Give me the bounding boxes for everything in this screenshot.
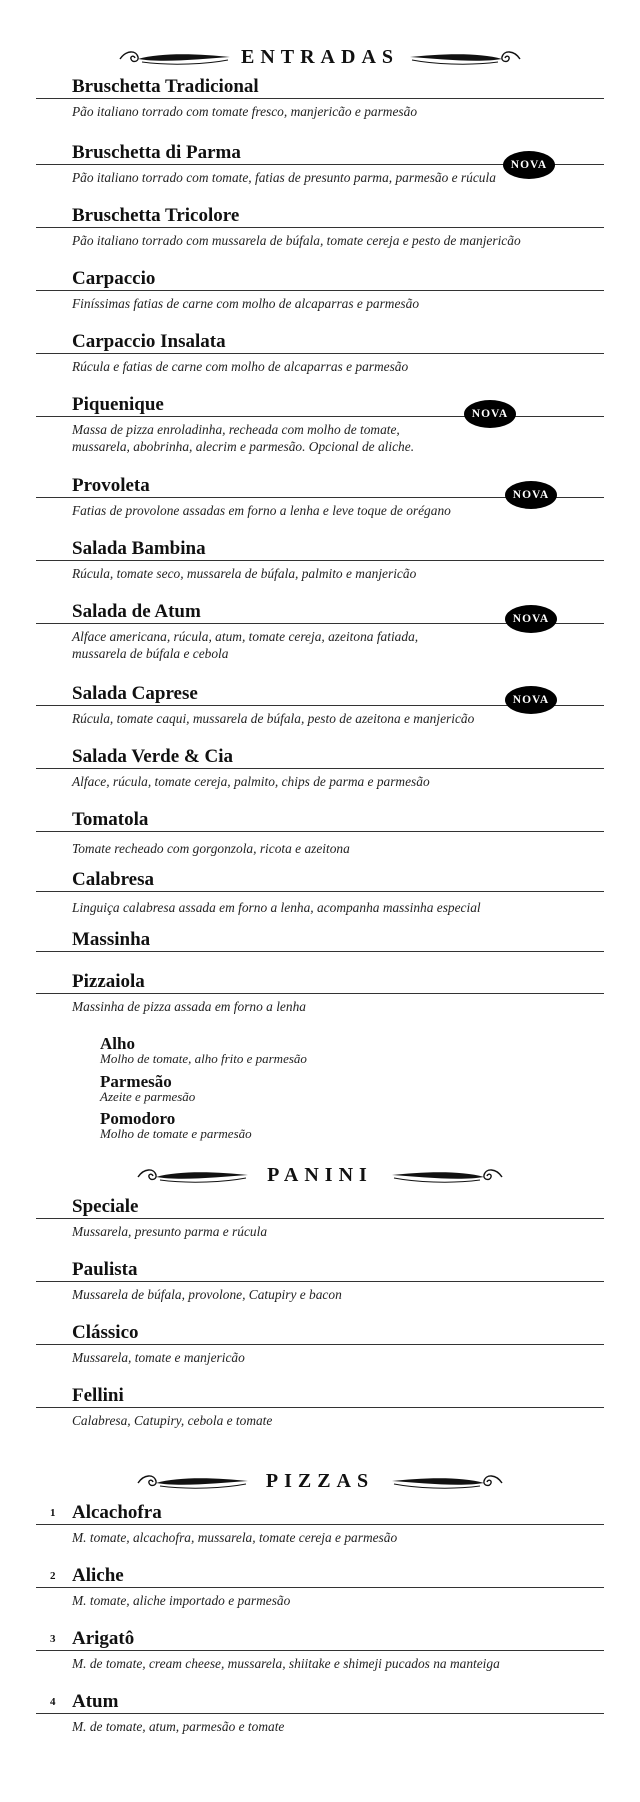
- item-name: Speciale: [72, 1196, 139, 1217]
- item-name: Pizzaiola: [72, 971, 145, 992]
- item-description: M. de tomate, cream cheese, mussarela, shiitake e shimeji pucados na manteiga: [72, 1656, 500, 1671]
- option-name: Pomodoro: [100, 1109, 176, 1128]
- item-description: Fatias de provolone assadas em forno a lenha e leve toque de orégano: [72, 503, 451, 518]
- item-name: Fellini: [72, 1385, 124, 1406]
- massinha-option: [100, 1035, 500, 1066]
- right-ornament-icon: [408, 48, 528, 70]
- divider: [36, 1281, 604, 1282]
- item-description: Alface, rúcula, tomate cereja, palmito, chips de parma e parmesão: [72, 774, 430, 789]
- divider: [36, 353, 604, 354]
- massinha-option: [100, 1110, 500, 1141]
- item-description: Massinha de pizza assada em forno a lenha: [72, 999, 306, 1014]
- option-description: Molho de tomate, alho frito e parmesão: [100, 1051, 307, 1066]
- section-header-pizzas: [0, 1468, 640, 1498]
- item-description: M. tomate, alcachofra, mussarela, tomate cereja e parmesão: [72, 1530, 398, 1545]
- option-description: Azeite e parmesão: [100, 1089, 196, 1104]
- item-name: Massinha: [72, 929, 151, 950]
- nova-badge: NOVA: [505, 605, 557, 633]
- divider: [36, 831, 604, 832]
- nova-badge: NOVA: [505, 686, 557, 714]
- item-name: Bruschetta Tricolore: [72, 205, 240, 226]
- item-number: 2: [50, 1570, 56, 1582]
- item-name: Bruschetta Tradicional: [72, 76, 259, 97]
- item-name: Alcachofra: [72, 1502, 162, 1523]
- nova-badge: NOVA: [503, 151, 555, 179]
- item-description: Mussarela de búfala, provolone, Catupiry e bacon: [72, 1287, 342, 1302]
- divider: [36, 993, 604, 994]
- divider: [36, 227, 604, 228]
- divider: [36, 290, 604, 291]
- item-name: Piquenique: [72, 394, 164, 415]
- option-description: Molho de tomate e parmesão: [100, 1126, 252, 1141]
- divider: [36, 1218, 604, 1219]
- item-description: Rúcula, tomate seco, mussarela de búfala, palmito e manjericão: [72, 566, 417, 581]
- divider: [36, 951, 604, 952]
- item-description: Pão italiano torrado com tomate fresco, manjericão e parmesão: [72, 104, 418, 119]
- section-title-panini: PANINI: [267, 1164, 373, 1186]
- divider: [36, 560, 604, 561]
- item-name: Salada Bambina: [72, 538, 206, 559]
- section-header-entradas: [0, 44, 640, 74]
- divider: [36, 98, 604, 99]
- divider: [36, 1650, 604, 1651]
- item-name: Salada Caprese: [72, 683, 198, 704]
- item-name: Clássico: [72, 1322, 139, 1343]
- item-description: Rúcula e fatias de carne com molho de alcaparras e parmesão: [72, 359, 409, 374]
- option-name: Parmesão: [100, 1072, 172, 1091]
- item-description: Mussarela, tomate e manjericão: [72, 1350, 245, 1365]
- item-name: Provoleta: [72, 475, 150, 496]
- right-ornament-icon: [390, 1166, 510, 1188]
- item-description: Mussarela, presunto parma e rúcula: [72, 1224, 268, 1239]
- item-name: Arigatô: [72, 1628, 135, 1649]
- item-number: 3: [50, 1633, 56, 1645]
- right-ornament-icon: [390, 1472, 510, 1494]
- item-description: M. de tomate, atum, parmesão e tomate: [72, 1719, 285, 1734]
- item-name: Bruschetta di Parma: [72, 142, 241, 163]
- section-title-pizzas: PIZZAS: [265, 1470, 375, 1492]
- item-name: Calabresa: [72, 869, 154, 890]
- divider: [36, 1524, 604, 1525]
- divider: [36, 1587, 604, 1588]
- divider: [36, 1713, 604, 1714]
- item-description: Linguiça calabresa assada em forno a lenha, acompanha massinha especial: [72, 900, 481, 915]
- item-description: Alface americana, rúcula, atum, tomate cereja, azeitona fatiada, mussarela de búfala e cebola: [72, 629, 419, 661]
- nova-badge: NOVA: [464, 400, 516, 428]
- massinha-option: [100, 1073, 500, 1104]
- option-name: Alho: [100, 1034, 135, 1053]
- item-description: Rúcula, tomate caqui, mussarela de búfala, pesto de azeitona e manjericão: [72, 711, 475, 726]
- section-header-panini: [0, 1162, 640, 1192]
- item-description: M. tomate, aliche importado e parmesão: [72, 1593, 291, 1608]
- divider: [36, 891, 604, 892]
- divider: [36, 1407, 604, 1408]
- section-title-entradas: ENTRADAS: [240, 46, 400, 68]
- item-name: Tomatola: [72, 809, 149, 830]
- item-name: Salada Verde & Cia: [72, 746, 233, 767]
- item-description: Calabresa, Catupiry, cebola e tomate: [72, 1413, 273, 1428]
- divider: [36, 416, 604, 417]
- item-name: Paulista: [72, 1259, 138, 1280]
- divider: [36, 1344, 604, 1345]
- item-description: Tomate recheado com gorgonzola, ricota e azeitona: [72, 841, 350, 856]
- item-number: 1: [50, 1507, 56, 1519]
- nova-badge: NOVA: [505, 481, 557, 509]
- item-name: Aliche: [72, 1565, 124, 1586]
- item-name: Atum: [72, 1691, 119, 1712]
- item-name: Carpaccio: [72, 268, 156, 289]
- item-number: 4: [50, 1696, 56, 1708]
- item-description: Pão italiano torrado com mussarela de búfala, tomate cereja e pesto de manjericão: [72, 233, 521, 248]
- item-description: Finíssimas fatias de carne com molho de alcaparras e parmesão: [72, 296, 420, 311]
- item-description: Massa de pizza enroladinha, recheada com molho de tomate, mussarela, abobrinha, alecrim e parmesão. Opcional de aliche.: [72, 422, 415, 454]
- item-name: Carpaccio Insalata: [72, 331, 226, 352]
- item-description: Pão italiano torrado com tomate, fatias de presunto parma, parmesão e rúcula: [72, 170, 496, 185]
- divider: [36, 768, 604, 769]
- item-name: Salada de Atum: [72, 601, 201, 622]
